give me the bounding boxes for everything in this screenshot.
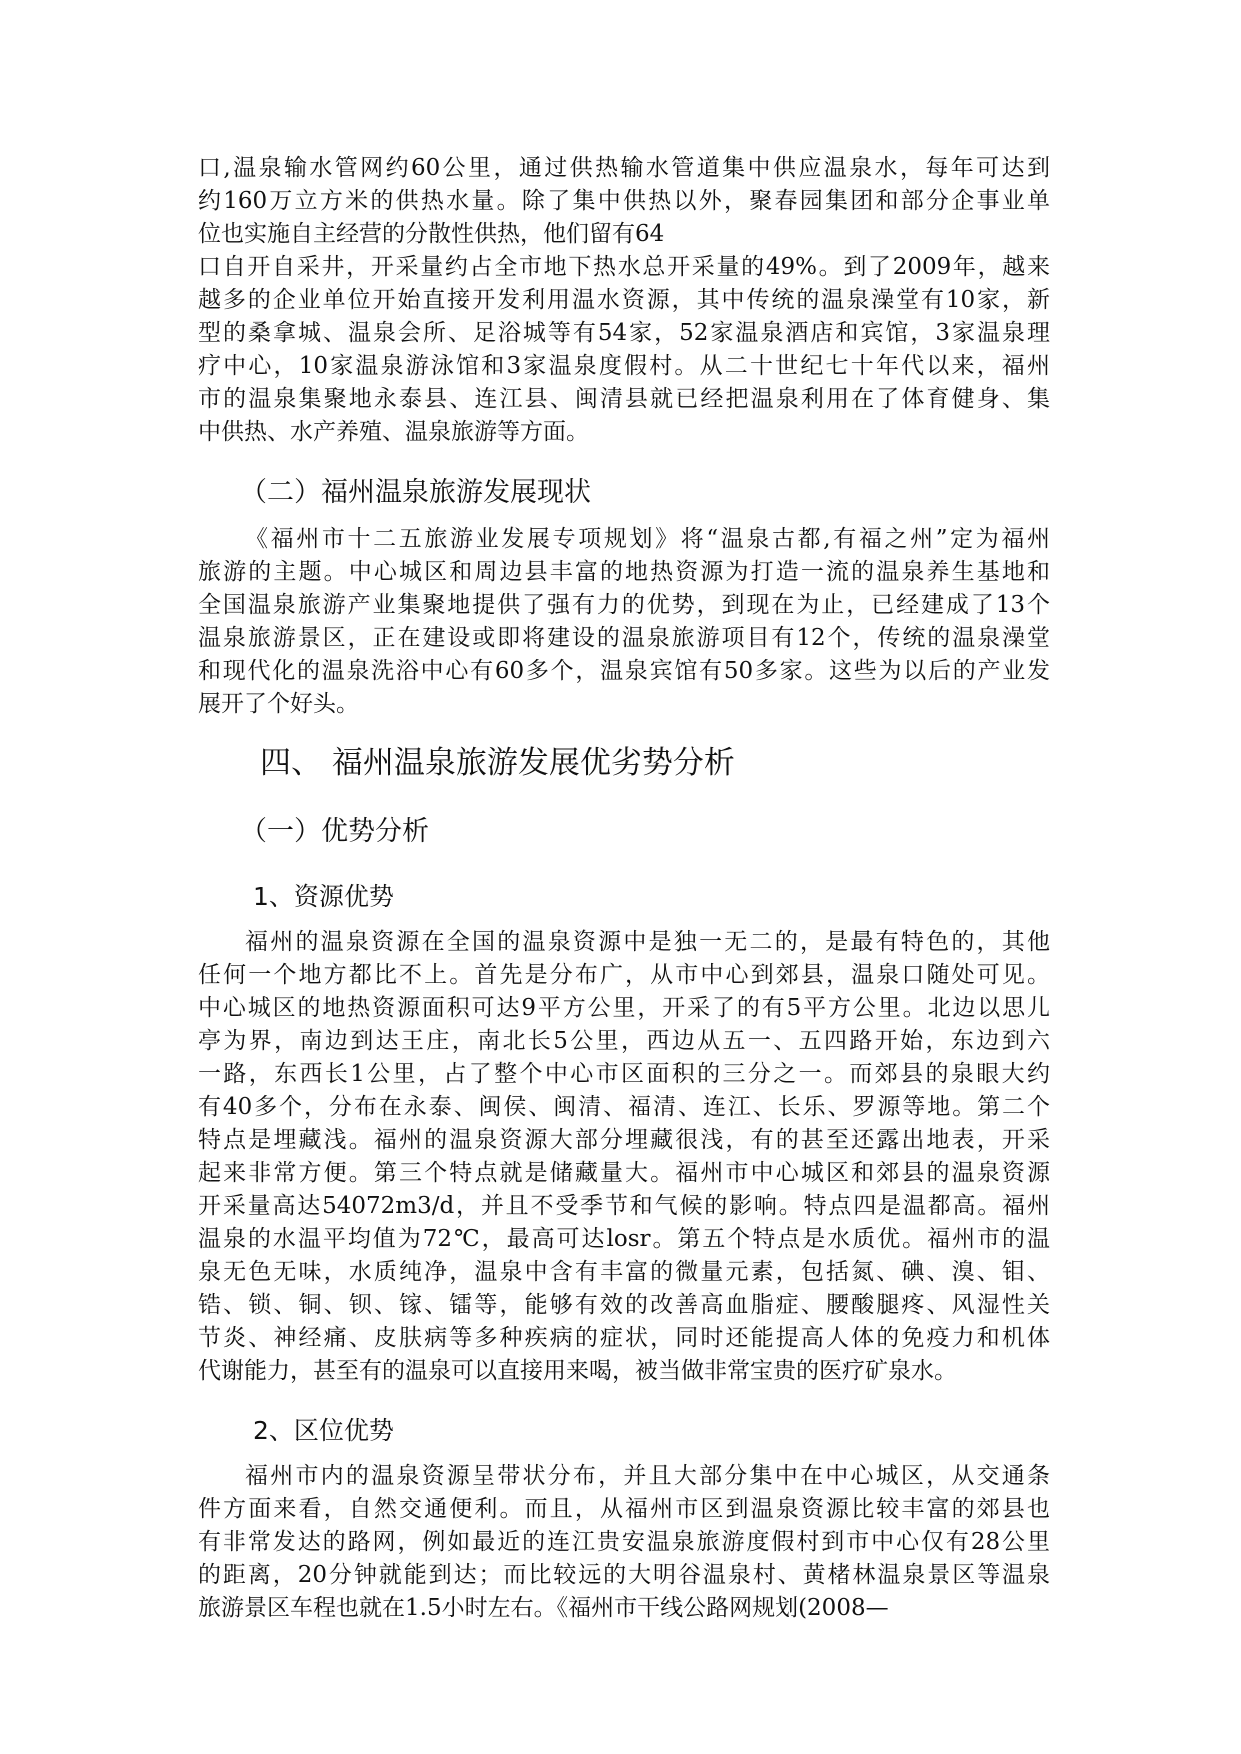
text-line: 全国温泉旅游产业集聚地提供了强有力的优势，到现在为止，已经建成了13个 bbox=[198, 592, 1050, 618]
text-line: 的距离，20分钟就能到达；而比较远的大明谷温泉村、黄楮林温泉景区等温泉 bbox=[198, 1562, 1050, 1588]
text-line: 和现代化的温泉洗浴中心有60多个，温泉宾馆有50多家。这些为以后的产业发 bbox=[198, 658, 1050, 684]
text-line: 泉无色无味，水质纯净，温泉中含有丰富的微量元素，包括氮、碘、溴、钼、 bbox=[198, 1259, 1050, 1285]
document-page bbox=[198, 152, 1050, 1625]
text-line: 件方面来看，自然交通便利。而且，从福州市区到温泉资源比较丰富的郊县也 bbox=[198, 1496, 1050, 1522]
text-line: 温泉的水温平均值为72℃，最高可达losr。第五个特点是水质优。福州市的温 bbox=[198, 1226, 1050, 1252]
subsection-heading-development-status: （二）福州温泉旅游发展现状 bbox=[240, 477, 591, 508]
text-line: 锆、锁、铜、钡、镓、镭等，能够有效的改善高血脂症、腰酸腿疼、风湿性关 bbox=[198, 1292, 1050, 1318]
text-line: 任何一个地方都比不上。首先是分布广，从市中心到郊县，温泉口随处可见。 bbox=[198, 962, 1050, 988]
text-line: 约160万立方米的供热水量。除了集中供热以外，聚春园集团和部分企事业单 bbox=[198, 188, 1050, 214]
text-line: 越多的企业单位开始直接开发利用温水资源，其中传统的温泉澡堂有10家，新 bbox=[198, 287, 1050, 313]
text-line: 有非常发达的路网，例如最近的连江贵安温泉旅游度假村到市中心仅有28公里 bbox=[198, 1529, 1050, 1555]
text-line: 口,温泉输水管网约60公里，通过供热输水管道集中供应温泉水，每年可达到 bbox=[198, 155, 1050, 181]
text-line: 特点是埋藏浅。福州的温泉资源大部分埋藏很浅，有的甚至还露出地表，开采 bbox=[198, 1127, 1050, 1153]
paragraph-location-advantage bbox=[198, 1460, 1050, 1625]
text-line: 开采量高达54072m3/d，并且不受季节和气候的影响。特点四是温都高。福州 bbox=[198, 1193, 1050, 1219]
text-line: 福州的温泉资源在全国的温泉资源中是独一无二的，是最有特色的，其他 bbox=[245, 929, 1050, 955]
text-line: 温泉旅游景区，正在建设或即将建设的温泉旅游项目有12个，传统的温泉澡堂 bbox=[198, 625, 1050, 651]
heading-resource-advantage: 1、资源优势 bbox=[253, 882, 394, 911]
text-line: 一路，东西长1公里，占了整个中心市区面积的三分之一。而郊县的泉眼大约 bbox=[198, 1061, 1050, 1087]
subsection-heading-advantages: （一）优势分析 bbox=[240, 816, 429, 847]
text-line: 疗中心，10家温泉游泳馆和3家温泉度假村。从二十世纪七十年代以来，福州 bbox=[198, 353, 1050, 379]
text-line: 市的温泉集聚地永泰县、连江县、闽清县就已经把温泉利用在了体育健身、集 bbox=[198, 386, 1050, 412]
text-line: 旅游的主题。中心城区和周边县丰富的地热资源为打造一流的温泉养生基地和 bbox=[198, 559, 1050, 585]
text-line: 福州市内的温泉资源呈带状分布，并且大部分集中在中心城区，从交通条 bbox=[245, 1463, 1050, 1489]
paragraph-development-status bbox=[198, 523, 1050, 721]
section-heading-swot: 四、 福州温泉旅游发展优劣势分析 bbox=[260, 745, 735, 781]
text-line: 口自开自采井，开采量约占全市地下热水总开采量的49%。到了2009年，越来 bbox=[198, 254, 1050, 280]
text-line: 有40多个，分布在永泰、闽侯、闽清、福清、连江、长乐、罗源等地。第二个 bbox=[198, 1094, 1050, 1120]
text-line: 亭为界，南边到达王庄，南北长5公里，西边从五一、五四路开始，东边到六 bbox=[198, 1028, 1050, 1054]
text-line: 旅游景区车程也就在1.5小时左右。《福州市干线公路网规划(2008— bbox=[198, 1595, 889, 1621]
text-line: 中供热、水产养殖、温泉旅游等方面。 bbox=[198, 419, 589, 445]
text-line: 展开了个好头。 bbox=[198, 691, 359, 717]
text-line: 型的桑拿城、温泉会所、足浴城等有54家，52家温泉酒店和宾馆，3家温泉理 bbox=[198, 320, 1050, 346]
text-line: 《福州市十二五旅游业发展专项规划》将“温泉古都,有福之州”定为福州 bbox=[245, 526, 1050, 552]
text-line: 起来非常方便。第三个特点就是储藏量大。福州市中心城区和郊县的温泉资源 bbox=[198, 1160, 1050, 1186]
text-line: 节炎、神经痛、皮肤病等多种疾病的症状，同时还能提高人体的免疫力和机体 bbox=[198, 1325, 1050, 1351]
text-line: 代谢能力，甚至有的温泉可以直接用来喝，被当做非常宝贵的医疗矿泉水。 bbox=[198, 1358, 957, 1384]
text-line: 中心城区的地热资源面积可达9平方公里，开采了的有5平方公里。北边以思儿 bbox=[198, 995, 1050, 1021]
heading-location-advantage: 2、区位优势 bbox=[253, 1416, 394, 1445]
paragraph-heating-usage bbox=[198, 152, 1050, 449]
paragraph-resource-advantage bbox=[198, 926, 1050, 1388]
text-line: 位也实施自主经营的分散性供热，他们留有64 bbox=[198, 221, 665, 247]
